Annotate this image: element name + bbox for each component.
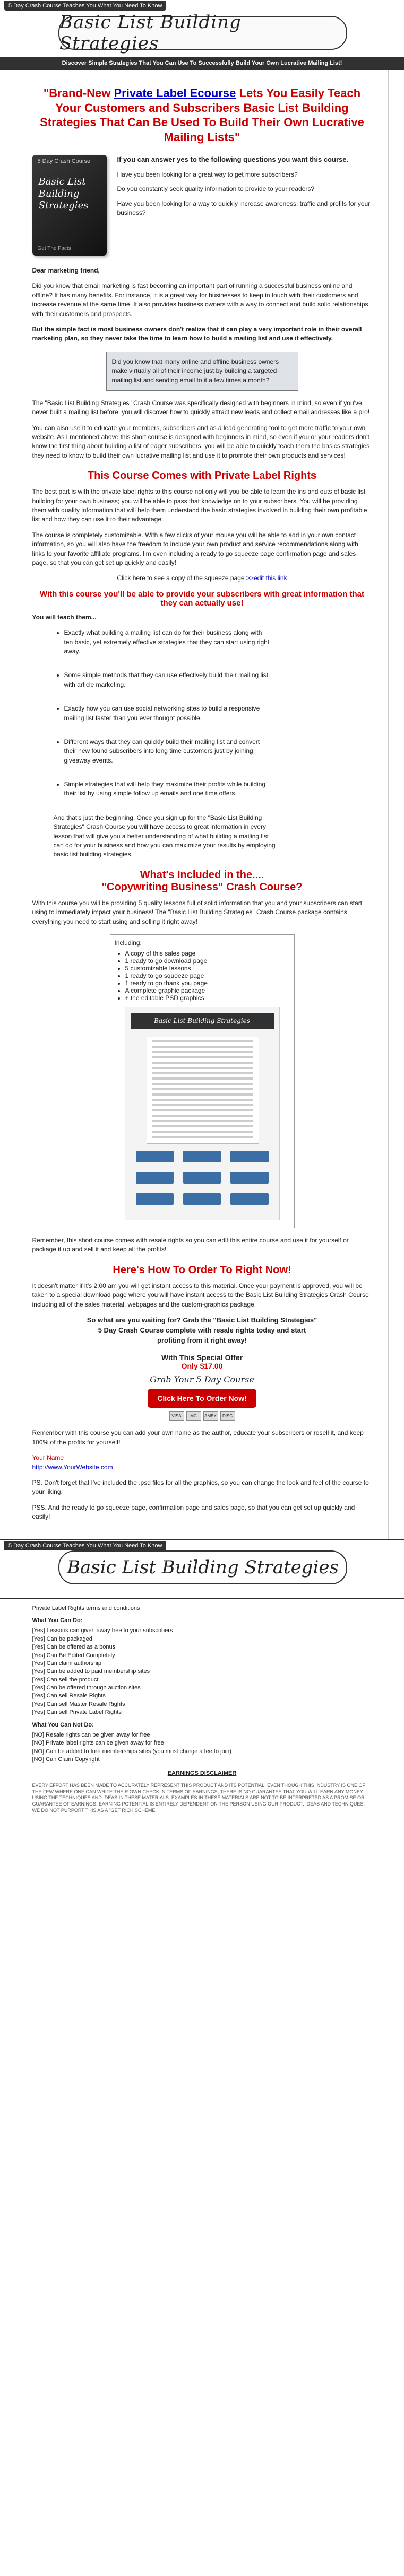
list-item: • Exactly what building a mailing list can do for their business along with ten basic, yet extremely effective strategies that they can start using right away. xyxy=(64,628,271,656)
file-icon xyxy=(136,1151,174,1162)
list-item: [Yes] Can sell Resale Rights xyxy=(32,1693,106,1699)
file-icon xyxy=(230,1193,268,1205)
order-paragraph: It doesn't matter if it's 2:00 am you will get instant access to this material. Once your payment is approved, you will be taken to a special download page where you will have instant access to the Basic List Building Strategies Crash Course including all of the sales material, webpages and the custom-graphics package. xyxy=(32,1282,369,1308)
included-paragraph: With this course you will be providing 5 quality lessons full of solid information that you and your subscribers can start using to immediately impact your business! The "Basic List Building Strategies" Crash Course package contains everything you need to start using and selling it right away! xyxy=(32,899,363,925)
order-box xyxy=(133,1353,271,1421)
website-link[interactable]: http://www.YourWebsite.com xyxy=(32,1463,113,1471)
ebook-top-text: 5 Day Crash Course xyxy=(37,158,91,164)
ps-paragraph: PS. Don't forget that I've included the .psd files for all the graphics, so you can change the look and feel of the course to your liking. xyxy=(32,1479,369,1496)
list-item: [Yes] Lessons can given away free to your subscribers xyxy=(32,1627,173,1634)
headline-part1: "Brand-New xyxy=(43,86,114,100)
payment-cards xyxy=(133,1411,271,1421)
list-item: [Yes] Can sell the product xyxy=(32,1676,99,1683)
file-icon xyxy=(230,1172,268,1184)
footer-banner xyxy=(0,1539,404,1599)
plr-after: And that's just the beginning. Once you sign up for the "Basic List Building Strategies" Crash Course you will have access to great information in every lesson that will give you a better understanding of what building a mailing list can do for your business and how you can maximize your results by employing basic list building strategies. xyxy=(53,813,276,858)
header-title: Basic List Building Strategies xyxy=(58,16,347,50)
amex-icon: AMEX xyxy=(203,1411,218,1421)
list-item: • Different ways that they can quickly build their mailing list and convert their new found subscribers into long time customers just by joining giveaway events. xyxy=(64,738,271,765)
callout-box: Did you know that many online and offline business owners make virtually all of their income just by building a targeted mailing list and sending email to it a few times a month? xyxy=(106,352,298,391)
list-item: • Some simple methods that they can use effectively build their mailing list with article marketing. xyxy=(64,671,271,689)
file-icon xyxy=(136,1172,174,1184)
mastercard-icon: MC xyxy=(186,1411,201,1421)
list-item: [Yes] Can sell Private Label Rights xyxy=(32,1709,122,1716)
ebook-footer: Get The Facts xyxy=(37,246,71,251)
headline xyxy=(32,86,372,144)
list-item: [Yes] Can claim authorship xyxy=(32,1660,101,1667)
price: Only $17.00 xyxy=(181,1362,223,1371)
intro-question: Have you been looking for a way to quickly increase awareness, traffic and profits for your business? xyxy=(117,199,371,217)
file-icon xyxy=(183,1151,221,1162)
squeeze-text: Click here to see a copy of the squeeze page xyxy=(117,574,245,582)
pss-paragraph: PSS. And the ready to go squeeze page, confirmation page and sales page, so that you can get set up quickly and easily! xyxy=(32,1503,355,1521)
list-item: • Simple strategies that will help they maximize their profits while building their list by using simple follow up emails and one time offers. xyxy=(64,780,271,799)
intro-questions xyxy=(117,155,372,256)
teach-list xyxy=(32,628,372,799)
list-item: [Yes] Can be offered through auction sites xyxy=(32,1685,141,1692)
order-ask: profiting from it right away! xyxy=(157,1336,247,1344)
preview-title: Basic List Building Strategies xyxy=(131,1013,274,1029)
list-item: • 1 ready to go download page xyxy=(125,957,290,965)
letter-paragraph: Did you know that email marketing is fast becoming an important part of running a successful business online and offline? It has many benefits. For instance, it is a great way for businesses to keep in touch with their customers and increase revenue at the same time. It also provides business owners with a way to connect and build solid relationships with their customers and prospects. xyxy=(32,282,368,318)
intro-question: Have you been looking for a great way to get more subscribers? xyxy=(117,170,298,178)
grab-text: Grab Your 5 Day Course xyxy=(150,1374,254,1385)
list-item: • A copy of this sales page xyxy=(125,950,290,957)
includes-box xyxy=(110,934,295,1228)
list-item: [Yes] Can be packaged xyxy=(32,1635,92,1642)
rights-title: Private Label Rights terms and conditions xyxy=(32,1605,140,1611)
file-icon xyxy=(183,1172,221,1184)
order-ask: 5 Day Crash Course complete with resale rights today and start xyxy=(98,1326,306,1334)
disclaimer-text: EVERY EFFORT HAS BEEN MADE TO ACCURATELY REPRESENT THIS PRODUCT AND ITS POTENTIAL. EVEN THOUGH THIS INDUSTRY IS ONE OF THE FEW WHERE ONE CAN WRITE THEIR OWN CHECK IN TERMS OF EARNINGS, THERE IS NO GUARANTEE THAT YOU WILL EARN ANY MONEY USING THE TECHNIQUES AND IDEAS IN THESE MATERIALS. EXAMPLES IN THESE MATERIALS ARE NOT TO BE INTERPRETED AS A PROMISE OR GUARANTEE OF EARNINGS. EARNING POTENTIAL IS ENTIRELY DEPENDENT ON THE PERSON USING OUR PRODUCT, IDEAS AND TECHNIQUES. WE DO NOT PURPORT THIS AS A "GET RICH SCHEME." xyxy=(32,1783,365,1813)
footer-tag: 5 Day Crash Course Teaches You What You Need To Know xyxy=(4,1541,166,1550)
list-item: • Exactly how you can use social networking sites to build a responsive mailing list faster than you ever thought possible. xyxy=(64,704,271,723)
squeeze-link[interactable]: >>edit this link xyxy=(246,574,287,582)
can-list xyxy=(32,1627,372,1716)
letter-emphasis: But the simple fact is most business owners don't realize that it can play a very important role in their overall marketing plan, so they never take the time to learn how to build a mailing list and use it effectively. xyxy=(32,325,362,343)
cannot-list xyxy=(32,1731,372,1764)
author-name: Your Name xyxy=(32,1454,64,1462)
visa-icon: VISA xyxy=(169,1411,184,1421)
file-icon xyxy=(136,1193,174,1205)
cannot-heading: What You Can Not Do: xyxy=(32,1721,94,1728)
discover-icon: DISC xyxy=(220,1411,235,1421)
main-content xyxy=(16,70,389,1539)
footer-title: Basic List Building Strategies xyxy=(58,1550,347,1584)
list-item: • 1 ready to go thank you page xyxy=(125,979,290,987)
list-item: [NO] Can be added to free memberships sites (you must charge a fee to join) xyxy=(32,1748,231,1755)
list-item: • + the editable PSD graphics xyxy=(125,994,290,1002)
header-tag: 5 Day Crash Course Teaches You What You Need To Know xyxy=(4,1,166,11)
list-item: • 1 ready to go squeeze page xyxy=(125,972,290,979)
disclaimer-title: EARNINGS DISCLAIMER xyxy=(167,1769,237,1776)
list-item: [Yes] Can be offered as a bonus xyxy=(32,1644,116,1651)
file-icon xyxy=(230,1151,268,1162)
closing-paragraph: Remember with this course you can add your own name as the author, educate your subscribers or resell it, and keep 100% of the profits for yourself! xyxy=(32,1429,364,1446)
preview-icons xyxy=(136,1151,269,1205)
offer-text: With This Special Offer xyxy=(161,1353,243,1362)
letter-paragraph: The "Basic List Building Strategies" Crash Course was specifically designed with beginners in mind, so even if you've never built a mailing list before, you will discover how to quickly attract new leads and collect email addresses like a pro! xyxy=(32,399,370,416)
plr-subheading: With this course you'll be able to provide your subscribers with great information that they can actually use! xyxy=(39,589,364,608)
intro-section xyxy=(32,155,372,256)
included-heading-1: What's Included in the.... xyxy=(140,869,264,881)
ebook-title: Basic List Building Strategies xyxy=(38,176,89,211)
intro-question-lead: If you can answer yes to the following questions you want this course. xyxy=(117,155,349,163)
list-item: • A complete graphic package xyxy=(125,987,290,994)
header-strip: Discover Simple Strategies That You Can Use To Successfully Build Your Own Lucrative Mailing List! xyxy=(0,57,404,69)
list-item: [NO] Private label rights can be given away for free xyxy=(32,1740,164,1747)
ebook-cover xyxy=(32,155,107,256)
rights-section xyxy=(16,1599,388,1819)
footer xyxy=(0,1539,404,1819)
greeting: Dear marketing friend, xyxy=(32,267,100,274)
includes-title: Including: xyxy=(114,939,142,947)
preview-document xyxy=(147,1037,259,1144)
order-ask: So what are you waiting for? Grab the "Basic List Building Strategies" xyxy=(87,1316,317,1324)
order-now-button[interactable]: Click Here To Order Now! xyxy=(148,1389,256,1408)
file-icon xyxy=(183,1193,221,1205)
headline-part2: Lets You Easily Teach Your Customers and Subscribers Basic List Building Strategies That Can Be Used To Build Their Own Lucrative Mailing Lists" xyxy=(40,86,364,144)
included-heading-2: "Copywriting Business" Crash Course? xyxy=(101,881,303,893)
can-heading: What You Can Do: xyxy=(32,1617,83,1624)
header-banner xyxy=(0,0,404,70)
list-item: [NO] Can Claim Copyright xyxy=(32,1756,100,1763)
package-preview-image xyxy=(125,1007,280,1220)
order-heading: Here's How To Order To Right Now! xyxy=(113,1264,291,1276)
list-item: [Yes] Can sell Master Resale Rights xyxy=(32,1701,125,1707)
list-item: • 5 customizable lessons xyxy=(125,965,290,972)
plr-heading: This Course Comes with Private Label Rights xyxy=(87,470,317,482)
teach-label: You will teach them... xyxy=(32,613,97,621)
included-after: Remember, this short course comes with resale rights so you can edit this entire course and use it for yourself or package it up and sell it and keep all the profits! xyxy=(32,1236,349,1254)
plr-paragraph: The best part is with the private label rights to this course not only will you be able to learn the ins and outs of basic list building for your own business; you will be able to pass that knowledge on to your subscribers. You will be providing them with quality information that will help them understand the basic strategies involved in building their own profitable list and how they can use it to their advantage. xyxy=(32,488,367,523)
list-item: [NO] Resale rights can be given away for free xyxy=(32,1732,150,1739)
intro-question: Do you constantly seek quality information to provide to your readers? xyxy=(117,185,315,193)
letter-paragraph: You can also use it to educate your members, subscribers and as a lead generating tool to get more traffic to your own website. As I mentioned above this short course is designed with beginners in mind, so even if you or your readers don't know the first thing about building a list of eager subscribers, you will be able to quickly teach them the basics strategies they need to know to build their own lucrative mailing list and use it to promote their own products and services! xyxy=(32,424,370,459)
plr-paragraph: The course is completely customizable. With a few clicks of your mouse you will be able to add in your own contact information, so you will also have the freedom to include your own product and service recommendations along with links to your favorite affiliate programs. I'm even including a ready to go squeeze page confirmation page and sales page, so that you can get set up quickly and easily! xyxy=(32,531,358,566)
list-item: [Yes] Can be added to paid membership sites xyxy=(32,1668,150,1675)
headline-link[interactable]: Private Label Ecourse xyxy=(114,86,236,100)
list-item: [Yes] Can Be Edited Completely xyxy=(32,1652,115,1659)
